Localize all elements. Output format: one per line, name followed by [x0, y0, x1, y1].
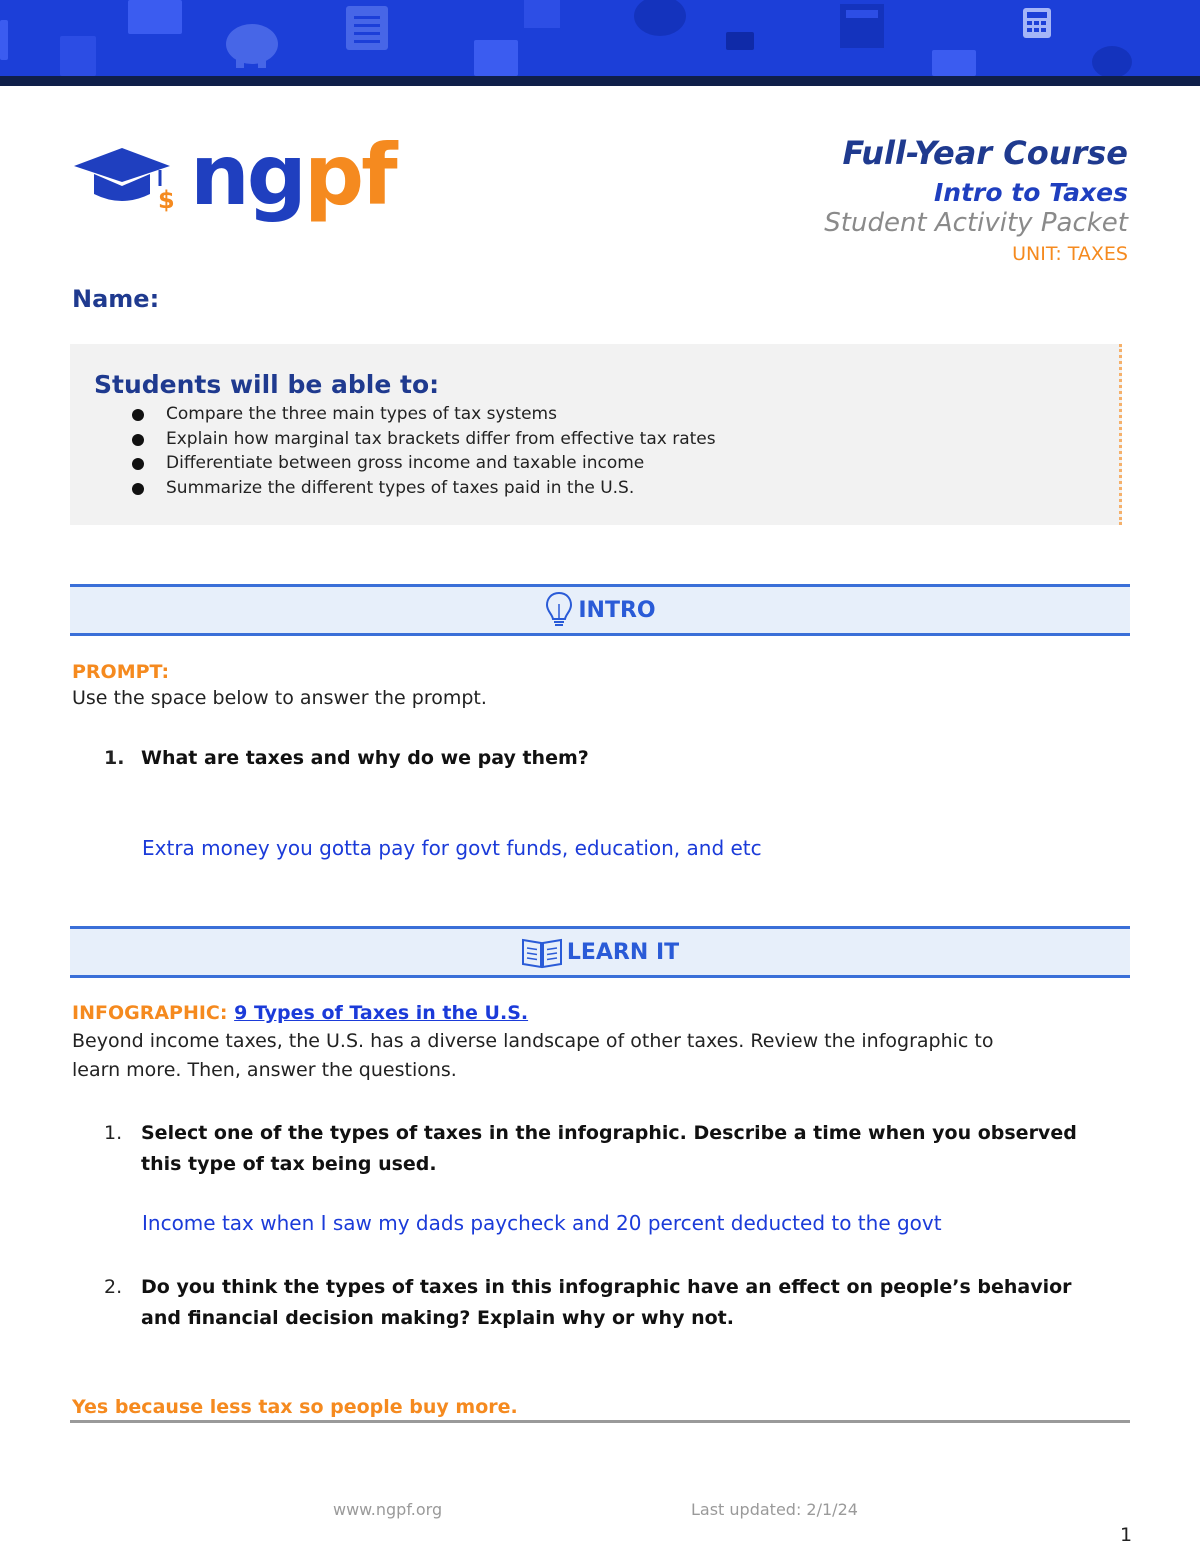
piggy-bank-icon: [1090, 40, 1136, 76]
infographic-row: [72, 1002, 528, 1024]
list-item: Summarize the different types of taxes paid in the U.S.: [132, 476, 716, 501]
unit-subtitle: Intro to Taxes: [933, 178, 1128, 207]
packet-label: Student Activity Packet: [824, 208, 1128, 238]
question-number: 2.: [104, 1276, 123, 1298]
infographic-label: INFOGRAPHIC:: [72, 1002, 228, 1024]
prompt-text: Use the space below to answer the prompt.: [72, 687, 487, 709]
footer-website[interactable]: www.ngpf.org: [333, 1500, 443, 1519]
description-line: Beyond income taxes, the U.S. has a diverse landscape of other taxes. Review the infographic to: [72, 1030, 994, 1052]
infographic-link[interactable]: 9 Types of Taxes in the U.S.: [234, 1002, 529, 1024]
intro-section-header: [70, 584, 1130, 636]
prompt-label: PROMPT:: [72, 661, 170, 683]
lightbulb-icon: [544, 590, 574, 630]
document-icon: [344, 4, 390, 52]
learn-answer-2[interactable]: Yes because less tax so people buy more.: [72, 1396, 518, 1418]
infographic-description: [72, 1027, 1132, 1085]
question-text: What are taxes and why do we pay them?: [141, 747, 589, 769]
list-item: Differentiate between gross income and taxable income: [132, 451, 716, 476]
open-book-icon: [521, 935, 563, 969]
objectives-title: Students will be able to:: [94, 370, 440, 399]
question-number: 1.: [104, 1122, 123, 1144]
intro-answer-1[interactable]: Extra money you gotta pay for govt funds, education, and etc: [142, 836, 762, 860]
footer-updated: Last updated: 2/1/24: [691, 1500, 858, 1519]
graduation-cap-dollar-icon: [72, 148, 184, 212]
folder-icon: [128, 0, 182, 34]
learn-section-header: [70, 926, 1130, 978]
ngpf-logo: [72, 126, 395, 224]
name-label: Name:: [72, 285, 160, 313]
document-icon: [60, 36, 96, 76]
course-title: Full-Year Course: [842, 134, 1128, 172]
question-line: and financial decision making? Explain why or why not.: [141, 1307, 734, 1329]
learn-title: LEARN IT: [566, 939, 680, 965]
answer-underline: [70, 1420, 1130, 1423]
piggy-bank-icon: [222, 14, 284, 70]
learn-answer-1[interactable]: Income tax when I saw my dads paycheck and 20 percent deducted to the govt: [142, 1211, 942, 1235]
list-item: Explain how marginal tax brackets differ from effective tax rates: [132, 427, 716, 452]
folder-icon: [474, 40, 518, 76]
folder-icon: [932, 50, 976, 76]
question-text: [141, 1272, 1126, 1334]
objectives-list: [132, 402, 716, 500]
question-line: this type of tax being used.: [141, 1153, 437, 1175]
intro-title: INTRO: [578, 597, 656, 623]
question-line: Do you think the types of taxes in this infographic have an effect on people’s behavior: [141, 1276, 1072, 1298]
question-text: [141, 1118, 1126, 1180]
piggy-bank-icon: [630, 0, 690, 40]
objectives-box: [70, 344, 1122, 525]
banner-divider: [0, 76, 1200, 86]
description-line: learn more. Then, answer the questions.: [72, 1059, 457, 1081]
calculator-icon: [522, 0, 562, 30]
svg-text:$: $: [158, 186, 175, 212]
header-banner: [0, 0, 1200, 76]
question-line: Select one of the types of taxes in the infographic. Describe a time when you observed: [141, 1122, 1077, 1144]
list-item: Compare the three main types of tax systems: [132, 402, 716, 427]
question-number: 1.: [104, 747, 125, 769]
brand-wordmark: ngpf: [190, 126, 395, 224]
page-number: 1: [1120, 1524, 1133, 1546]
calculator-icon: [1020, 6, 1054, 40]
calculator-icon: [838, 2, 886, 50]
unit-label: UNIT: TAXES: [1012, 243, 1128, 265]
banner-decoration: [0, 20, 8, 60]
folder-icon: [726, 32, 754, 50]
